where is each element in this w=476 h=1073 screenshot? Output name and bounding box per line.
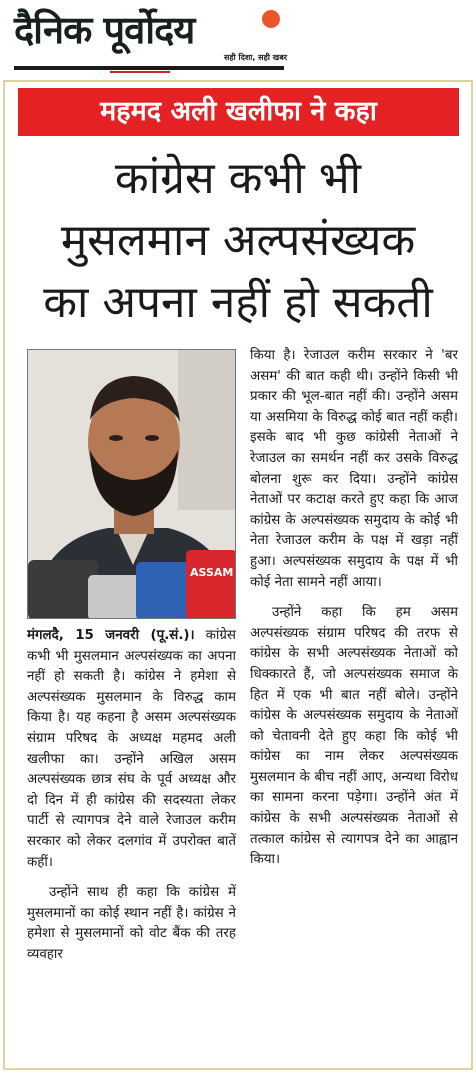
speaker-photo: [27, 349, 236, 619]
masthead-rule-accent: [110, 71, 170, 73]
article-paragraph: उन्होंने कहा कि हम असम अल्पसंख्यक संग्राम परिषद की तरफ से कांग्रेस के सभी अल्पसंख्यक नेताओं को धिक्कारते हैं, जो अल्पसंख्यक समाज के हित में एक भी बात नहीं बोले। उन्होंने कांग्रेस के अल्पसंख्यक समुदाय के नेताओं को चेतावनी देते हुए कहा कि कोई भी कांग्रेस का नाम लेकर अल्पसंख्यक मुसलमान के बीच नहीं आए, अन्यथा विरोध का सामना करना पड़ेगा। उन्होंने अंत में कांग्रेस के सभी अल्पसंख्यक नेताओं से तत्काल कांग्रेस से त्यागपत्र देने का आह्वान किया।: [250, 605, 458, 868]
speaker-photo-illustration: [28, 350, 236, 619]
article-kicker: महमद अली खलीफा ने कहा: [18, 88, 459, 136]
mic-brand-label: ASSAM: [190, 566, 234, 579]
dateline: मंगलदै, 15 जनवरी (पू.सं.)।: [27, 628, 195, 643]
headline-line-1: कांग्रेस कभी भी: [114, 153, 362, 204]
paragraph-text: कांग्रेस कभी भी मुसलमान अल्पसंख्यक का अपना नहीं हो सकती है। कांग्रेस ने हमेशा से अल्पसंख्यक मुसलमान के विरुद्ध काम किया है। यह कहना है असम अल्पसंख्यक संग्राम परिषद के अध्यक्ष महमद अली खलीफा का। उन्होंने अखिल असम अल्पसंख्यक छात्र संघ के पूर्व अध्यक्ष और दो दिन में ही कांग्रेस की सदस्यता लेकर पार्टी से त्यागपत्र देने वाले रेजाउल करीम सरकार को लेकर दलगांव में उपरोक्त बातें कहीं।: [27, 628, 236, 870]
newspaper-logo: दैनिक पूर्वोदय: [14, 8, 195, 52]
article-paragraph: उन्होंने साथ ही कहा कि कांग्रेस में मुसलमानों का कोई स्थान नहीं है। कांग्रेस ने हमेशा से मुसलमानों को वोट बैंक की तरह व्यवहार: [27, 885, 236, 962]
masthead: [0, 0, 476, 78]
headline-line-2: मुसलमान अल्पसंख्यक: [60, 215, 416, 266]
logo-sun-icon: [262, 10, 280, 28]
masthead-tagline: सही दिशा, सही खबर: [224, 53, 288, 62]
article-paragraph: [27, 626, 236, 873]
headline-line-3: का अपना नहीं हो सकती: [43, 277, 433, 328]
masthead-rule: [14, 66, 284, 70]
paragraph-spacer: [250, 593, 458, 603]
article-headline: [8, 148, 468, 334]
paragraph-spacer: [27, 873, 236, 883]
article-column-right: [250, 346, 458, 1066]
article-paragraph: किया है। रेजाउल करीम सरकार ने 'बर असम' की बात कही थी। उन्होंने किसी भी प्रकार की भूल-बात नहीं की। उन्होंने असम या असमिया के विरुद्ध कोई बात नहीं कही। इसके बाद भी कुछ कांग्रेसी नेताओं ने रेजाउल का समर्थन नहीं कर उसके विरुद्ध बोलना शुरू कर दिया। उन्होंने कांग्रेस नेताओं पर कटाक्ष करते हुए कहा कि आज कांग्रेस के अल्पसंख्यक समुदाय के कोई भी नेता रेजाउल करीम के पक्ष में खड़ा नहीं हुआ। अल्पसंख्यक समुदाय के पक्ष में भी कोई नेता सामने नहीं आया।: [250, 348, 458, 590]
article-column-left: [27, 626, 236, 1066]
